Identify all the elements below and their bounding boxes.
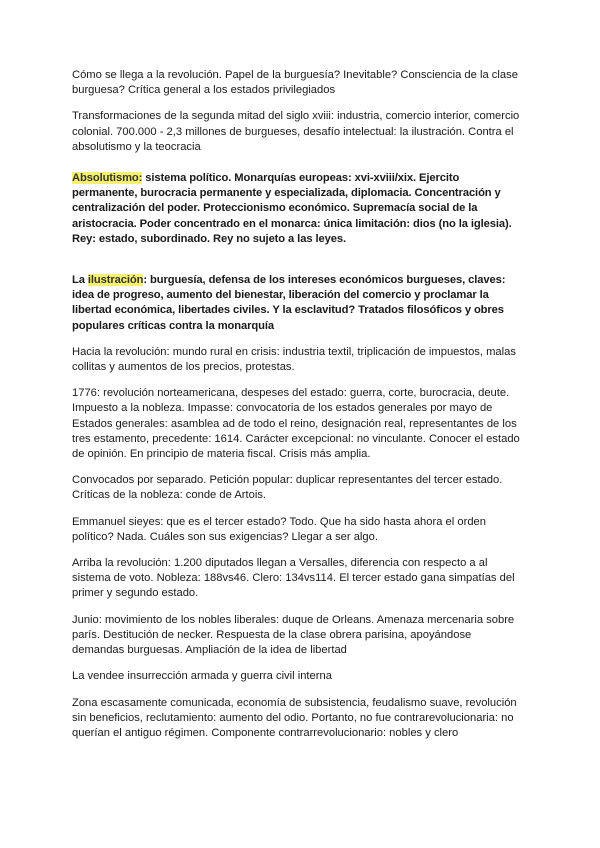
paragraph-junio: Junio: movimiento de los nobles liberales: duque de Orleans. Amenaza mercenaria sobre parís. Destitución de necker. Respuesta de la clase obrera parisina, apoyándose demandas burguesas. Ampliación de la idea de libertad bbox=[72, 613, 515, 657]
paragraph-zona: Zona escasamente comunicada, economía de subsistencia, feudalismo suave, revolución sin beneficios, reclutamiento: aumento del odio. Portanto, no fue contrarevolucionaria: no querían el antiguo régimen. Componente contrarrevolucionario: nobles y clero bbox=[72, 696, 517, 739]
ilustracion-prefix: La bbox=[72, 274, 88, 287]
paragraph-sieyes: Emmanuel sieyes: que es el tercer estado? Todo. Que ha sido hasta ahora el orden político? Nada. Cuáles son sus exigencias? Llegar a ser algo. bbox=[72, 515, 486, 543]
paragraph-intro: Cómo se llega a la revolución. Papel de la burguesía? Inevitable? Consciencia de la clase burguesa? Crítica general a los estados privilegiados bbox=[72, 69, 518, 97]
paragraph-1776: 1776: revolución norteamericana, despeses del estado: guerra, corte, burocracia, deute. Impuesto a la nobleza. Impasse: convocatoria de los estados generales por mayo de Estados generales: asamblea ad de todo el reino, designación real, representantes de los tres estamento, precedente: 1614. Carácter excepcional: no vinculante. Conocer el estado de opinión. En principio de materia fiscal. Crisis más amplia. bbox=[72, 387, 520, 461]
highlighted-term-ilustracion: ilustración bbox=[87, 274, 144, 287]
highlighted-term-absolutismo: Absolutismo: bbox=[72, 172, 143, 185]
paragraph-convocados: Convocados por separado. Petición popular: duplicar representantes del tercer estado. Críticas de la nobleza: conde de Artois. bbox=[72, 474, 503, 502]
paragraph-ilustracion bbox=[72, 273, 520, 334]
paragraph-vendee: La vendee insurrección armada y guerra civil interna bbox=[72, 670, 332, 683]
ilustracion-text: : burguesía, defensa de los intereses económicos burgueses, claves: idea de progreso, aumento del bienestar, liberación del comercio y proclamar la libertad económica, libertades civiles. Y la esclavitud? Tratados filosóficos y obres populares críticas contra la monarquía bbox=[72, 274, 506, 332]
paragraph-absolutismo bbox=[72, 171, 520, 247]
paragraph-transformaciones: Transformaciones de la segunda mitad del siglo xviii: industria, comercio interior, comercio colonial. 700.000 - 2,3 millones de burgueses, desafío intelectual: la ilustración. Contra el absolutismo y la teocracia bbox=[72, 110, 520, 153]
paragraph-arriba-revolucion: Arriba la revolución: 1.200 diputados llegan a Versalles, diferencia con respecto a al sistema de voto. Nobleza: 188vs46. Clero: 134vs114. El tercer estado gana simpatías del primer y segundo estado. bbox=[72, 557, 515, 600]
paragraph-hacia-revolucion: Hacia la revolución: mundo rural en crisis: industria textil, triplicación de impuestos, malas collitas y aumentos de los precios, protestas. bbox=[72, 345, 516, 374]
absolutismo-text: sistema político. Monarquías europeas: xvi-xviii/xix. Ejercito permanente, burocracia permanente y especializada, diplomacia. Concentración y centralización del poder. Proteccionismo económico. Supremacía social de la aristocracia. Poder concentrado en el monarca: única limitación: dios (no la iglesia). Rey: estado, subordinado. Rey no sujeto a las leyes. bbox=[72, 172, 512, 245]
